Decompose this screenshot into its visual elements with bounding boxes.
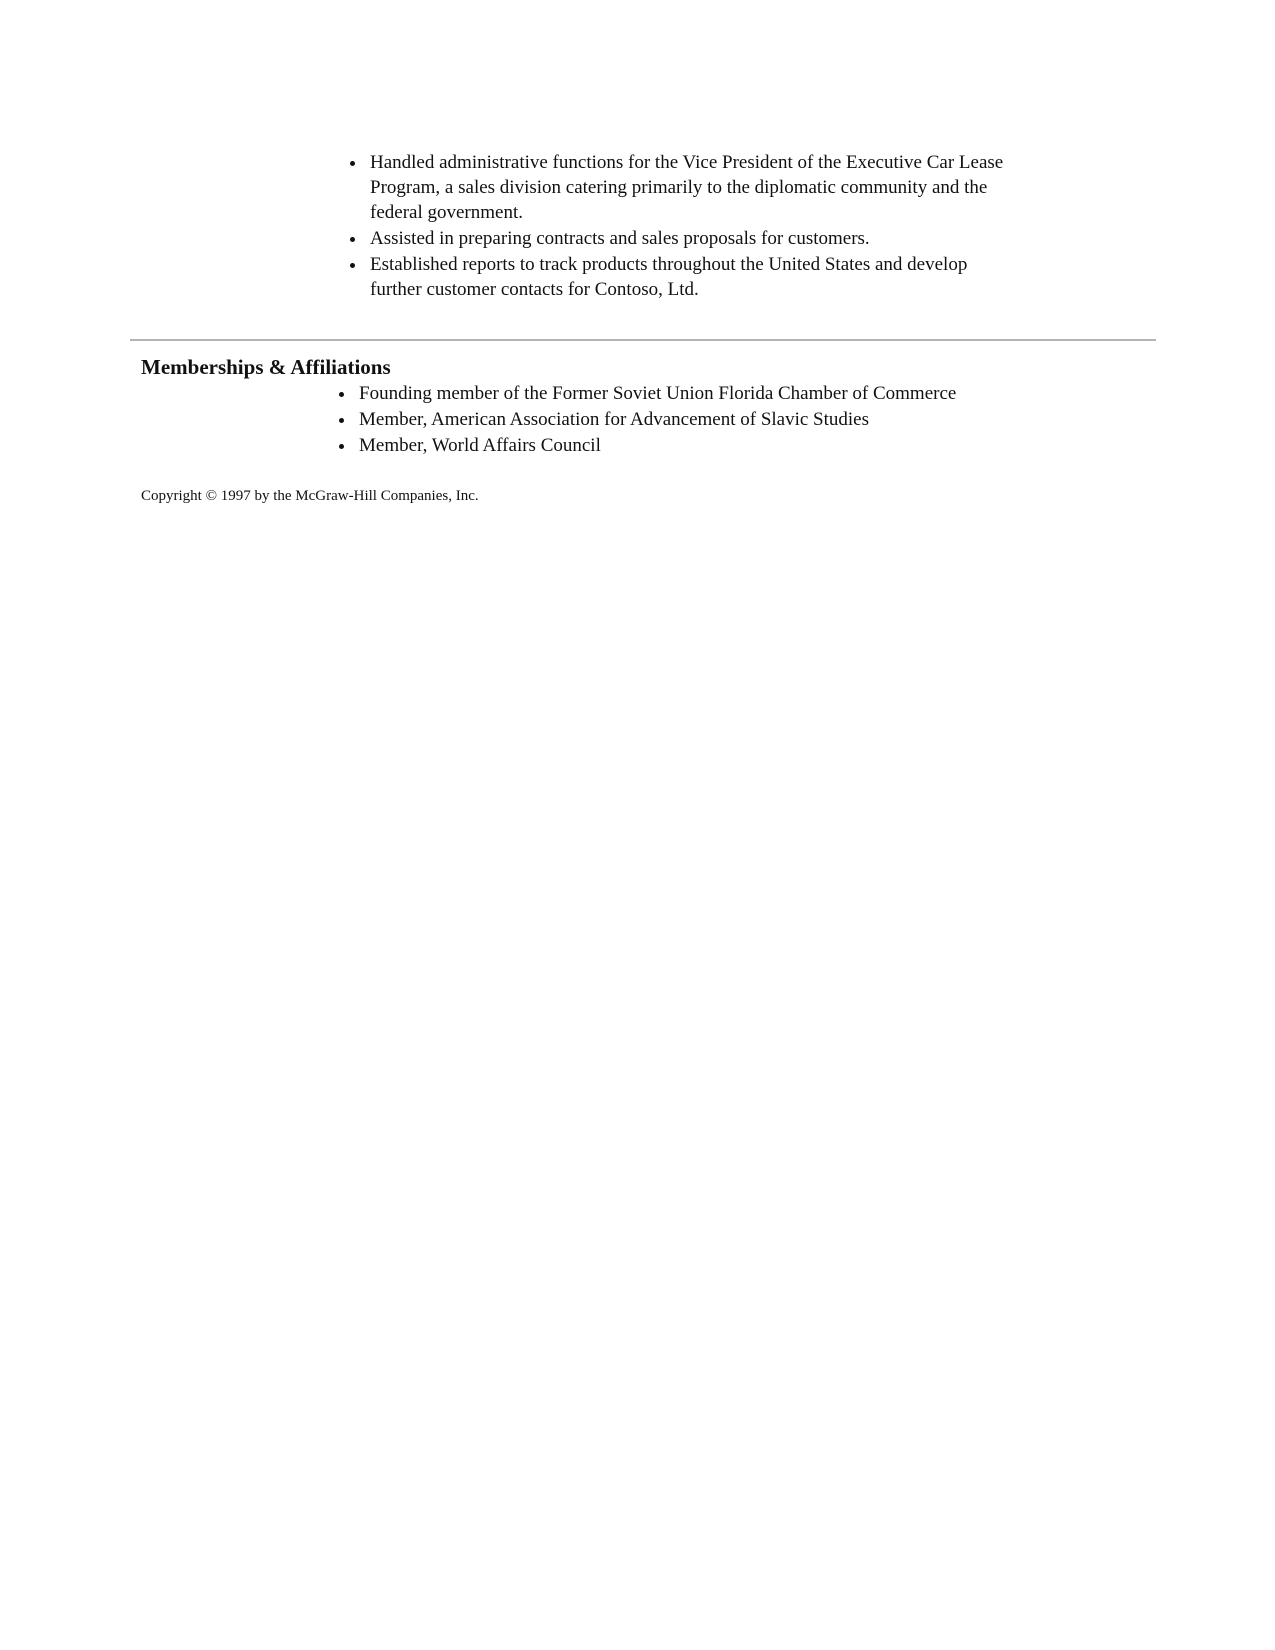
experience-bullet-list [348,150,1018,303]
experience-bullet: Assisted in preparing contracts and sales proposals for customers. [348,226,1018,251]
section-divider [130,339,1156,341]
copyright-notice: Copyright © 1997 by the McGraw-Hill Companies, Inc. [141,488,479,504]
memberships-heading: Memberships & Affiliations [141,355,391,379]
membership-item: Member, American Association for Advancement of Slavic Studies [337,407,1057,432]
experience-bullet: Established reports to track products throughout the United States and develop further customer contacts for Contoso, Ltd. [348,252,1018,302]
memberships-list [337,381,1057,459]
membership-item: Founding member of the Former Soviet Union Florida Chamber of Commerce [337,381,1057,406]
membership-item: Member, World Affairs Council [337,433,1057,458]
experience-bullet: Handled administrative functions for the Vice President of the Executive Car Lease Program, a sales division catering primarily to the diplomatic community and the federal government. [348,150,1018,225]
